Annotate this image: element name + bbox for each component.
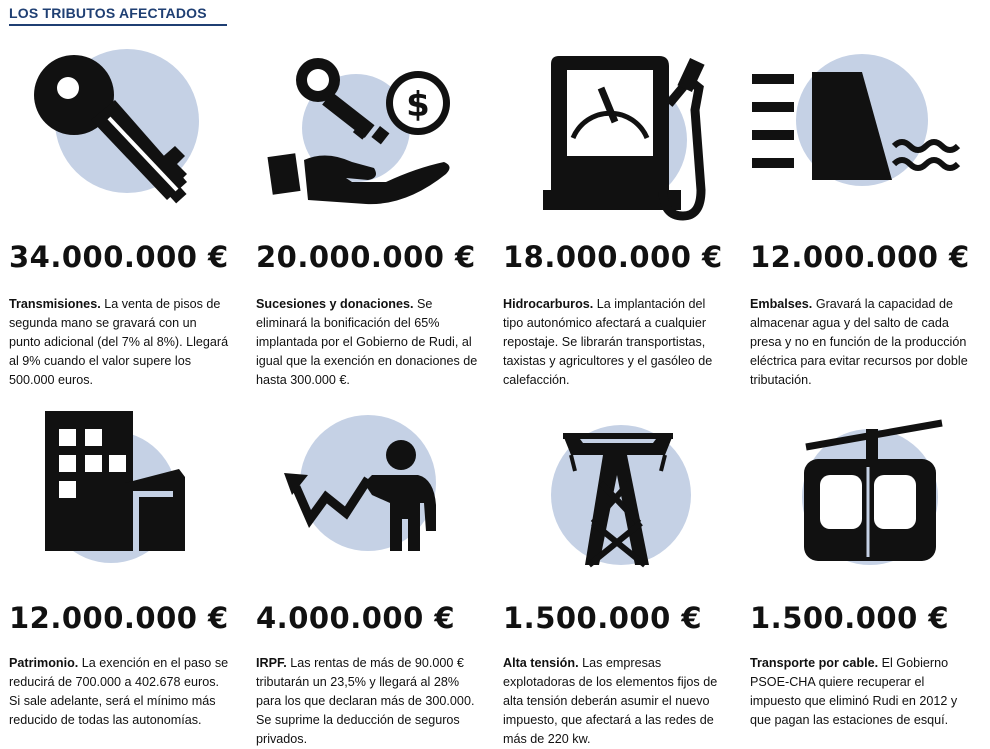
description: [9, 654, 231, 730]
amount: 1.500.000 €: [750, 601, 950, 635]
description-text: Gravará la capacidad de almacenar agua y del salto de cada presa y no en función de la producción eléctrica para evitar recursos por doble tributación.: [750, 297, 968, 387]
description-title: Patrimonio.: [9, 656, 79, 670]
section-title: LOS TRIBUTOS AFECTADOS: [9, 5, 227, 26]
description: [750, 654, 972, 730]
amount: 1.500.000 €: [503, 601, 703, 635]
description-title: Alta tensión.: [503, 656, 579, 670]
key-icon: [9, 40, 239, 220]
description-title: Sucesiones y donaciones.: [256, 297, 414, 311]
description-title: IRPF.: [256, 656, 287, 670]
dam-icon: [750, 40, 980, 220]
amount: 34.000.000 €: [9, 240, 229, 274]
cable-car-icon: [750, 405, 980, 585]
description: [256, 295, 478, 390]
description: [503, 654, 725, 749]
description-text: Las empresas explotadoras de los elementos fijos de alta tensión deberán asumir el nuevo impuesto, que afectará a las redes de más de 220 kw.: [503, 656, 718, 746]
description-text: La exención en el paso se reducirá de 700.000 a 402.678 euros. Si sale adelante, será el mínimo más reducido de todas las autonomías.: [9, 656, 229, 727]
description-text: La implantación del tipo autonómico afectará a cualquier repostaje. Se librarán transportistas, taxistas y agricultores y el gasóleo de calefacción.: [503, 297, 713, 387]
description-text: La venta de pisos de segunda mano se gravará con un punto adicional (del 7% al 8%). Llegará al 9% cuando el valor supere los 500.000 euros.: [9, 297, 229, 387]
svg-text:$: $: [406, 85, 430, 125]
amount: 12.000.000 €: [9, 601, 229, 635]
amount: 4.000.000 €: [256, 601, 456, 635]
description-text: Las rentas de más de 90.000 € tributarán un 23,5% y llegará al 28% para los que declaran más de 300.000. Se suprime la deducción de seguros privados.: [256, 656, 475, 746]
description-title: Transporte por cable.: [750, 656, 879, 670]
description: [503, 295, 725, 390]
fuel-pump-icon: [503, 40, 733, 220]
description-title: Transmisiones.: [9, 297, 101, 311]
description-title: Embalses.: [750, 297, 813, 311]
power-tower-icon: [503, 405, 733, 585]
description-text: El Gobierno PSOE-CHA quiere recuperar el impuesto que eliminó Rudi en 2012 y que pagan las estaciones de esquí.: [750, 656, 958, 727]
key-hand-dollar-icon: [256, 40, 486, 220]
description: [750, 295, 972, 390]
businessman-chart-icon: [256, 405, 486, 585]
amount: 12.000.000 €: [750, 240, 970, 274]
description-text: Se eliminará la bonificación del 65% implantada por el Gobierno de Rudi, al igual que la exención en donaciones de hasta 300.000 €.: [256, 297, 478, 387]
description: [256, 654, 478, 749]
description-title: Hidrocarburos.: [503, 297, 594, 311]
buildings-icon: [9, 405, 239, 585]
description: [9, 295, 231, 390]
amount: 18.000.000 €: [503, 240, 723, 274]
amount: 20.000.000 €: [256, 240, 476, 274]
